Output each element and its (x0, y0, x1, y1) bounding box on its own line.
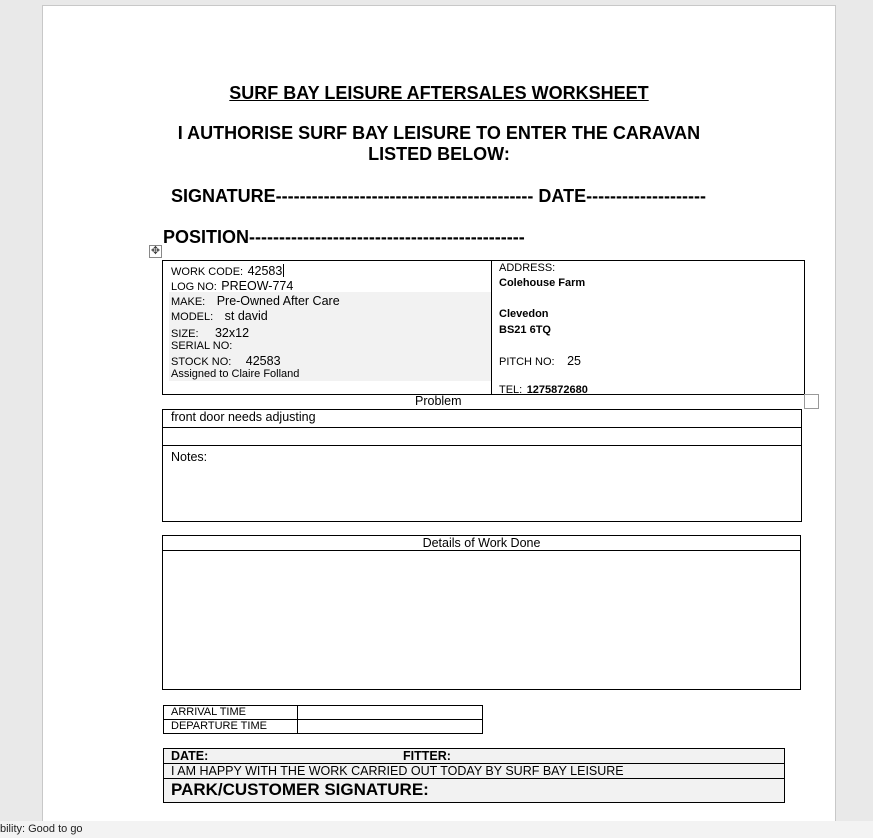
fitter-label: FITTER: (403, 749, 451, 763)
size-field: SIZE: 32x12 (171, 326, 250, 340)
happy-statement: I AM HAPPY WITH THE WORK CARRIED OUT TODAY BY SURF BAY LEISURE (171, 764, 624, 778)
problem-description-row[interactable] (163, 410, 801, 428)
problem-heading: Problem (415, 394, 462, 408)
model-value[interactable]: st david (224, 309, 268, 323)
stock-no-field: STOCK NO: 42583 (171, 354, 281, 368)
position-line: POSITION---------------------------------------------- (163, 227, 525, 247)
signature-date-line: SIGNATURE------------------------------------------- DATE-------------------- (171, 186, 706, 206)
status-bar (0, 821, 873, 838)
date-label: DATE: (171, 749, 209, 763)
signoff-divider-2 (164, 778, 784, 779)
work-code-field: WORK CODE: 42583 (171, 264, 283, 278)
make-field: MAKE: Pre-Owned After Care (171, 294, 340, 308)
customer-signature-label: PARK/CUSTOMER SIGNATURE: (171, 780, 429, 799)
address-label: ADDRESS: (499, 262, 556, 274)
checkbox[interactable] (804, 394, 819, 409)
problem-table (162, 409, 802, 522)
log-no-field: LOG NO: PREOW-774 (171, 279, 294, 293)
problem-blank-row[interactable] (163, 428, 801, 446)
pitch-no-value[interactable]: 25 (567, 354, 581, 368)
times-table (163, 705, 483, 734)
signoff-table (163, 748, 785, 803)
log-no-value[interactable]: PREOW-774 (221, 279, 294, 293)
work-done-area[interactable] (163, 551, 800, 689)
worksheet-title: SURF BAY LEISURE AFTERSALES WORKSHEET (229, 83, 649, 103)
arrival-time-label: ARRIVAL TIME (171, 706, 246, 718)
authorise-line-1: I AUTHORISE SURF BAY LEISURE TO ENTER THE CARAVAN (177, 123, 701, 143)
address-postcode: BS21 6TQ (499, 324, 551, 336)
authorise-line-2: LISTED BELOW: (368, 144, 510, 164)
pitch-no-field: PITCH NO: 25 (499, 354, 581, 368)
tel-value[interactable]: 1275872680 (526, 384, 588, 396)
accessibility-status[interactable]: bility: Good to go (0, 823, 83, 835)
departure-time-label: DEPARTURE TIME (171, 720, 267, 732)
problem-description: front door needs adjusting (171, 410, 316, 424)
arrival-time-input[interactable] (298, 706, 482, 719)
serial-no-label: SERIAL NO: (171, 340, 233, 352)
notes-area[interactable] (163, 446, 801, 521)
move-arrows-icon[interactable]: ✥ (150, 245, 161, 257)
caravan-info-table (162, 260, 805, 395)
text-cursor (283, 264, 284, 277)
model-field: MODEL: st david (171, 309, 268, 323)
address-line-1: Colehouse Farm (499, 277, 586, 289)
departure-time-input[interactable] (298, 720, 482, 733)
address-town: Clevedon (499, 308, 549, 320)
document-page (42, 5, 836, 821)
caravan-details-cell[interactable] (163, 261, 492, 394)
notes-label: Notes: (171, 450, 208, 464)
tel-field: TEL: 1275872680 (499, 384, 588, 396)
authorise-statement (43, 123, 835, 165)
work-done-table (162, 535, 801, 690)
make-value[interactable]: Pre-Owned After Care (216, 294, 340, 308)
stock-no-value[interactable]: 42583 (245, 354, 281, 368)
work-code-value[interactable]: 42583 (247, 264, 283, 278)
size-value[interactable]: 32x12 (214, 326, 250, 340)
work-done-heading: Details of Work Done (163, 536, 800, 551)
assigned-to-text: Assigned to Claire Folland (171, 368, 300, 380)
